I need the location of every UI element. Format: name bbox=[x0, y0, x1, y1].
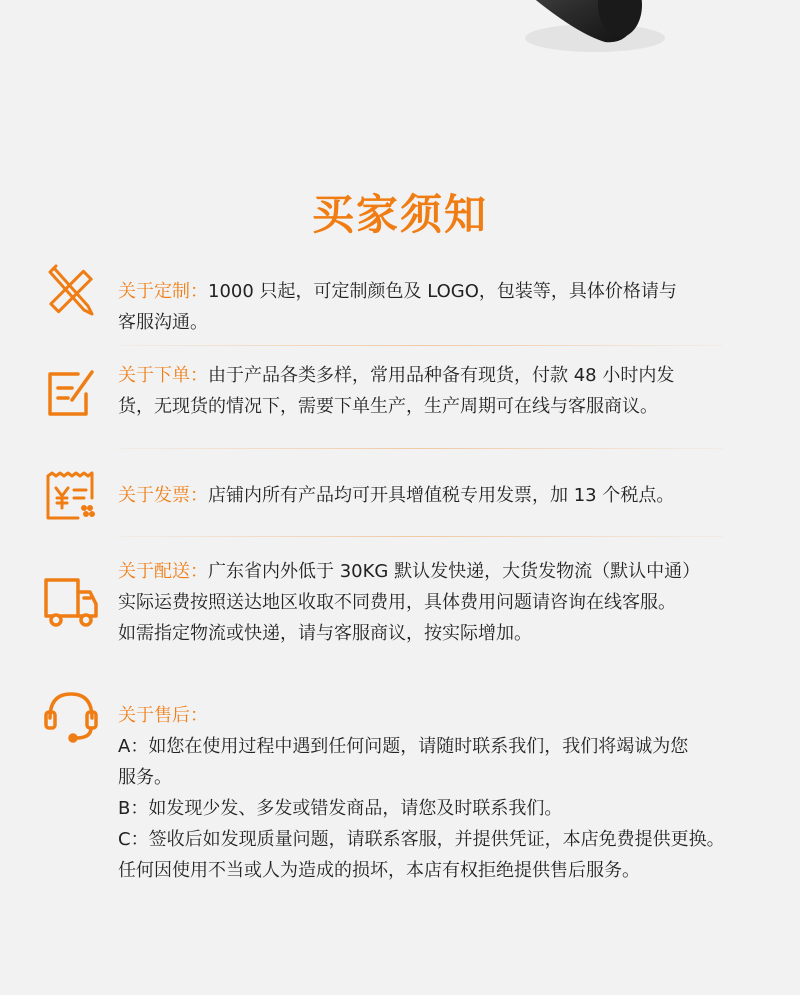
section-label: 关于定制： bbox=[118, 281, 208, 302]
section-label: 关于下单： bbox=[118, 365, 208, 386]
headset-icon bbox=[42, 688, 100, 746]
section-text: 1000 只起，可定制颜色及 LOGO，包装等，具体价格请与 bbox=[208, 281, 677, 302]
section-label: 关于售后： bbox=[118, 705, 208, 726]
section-text: 由于产品各类多样，常用品种备有现货，付款 48 小时内发 bbox=[208, 365, 675, 386]
section-invoice bbox=[118, 480, 778, 511]
section-label: 关于发票： bbox=[118, 485, 208, 506]
section-text: A：如您在使用过程中遇到任何问题，请随时联系我们，我们将竭诚为您 bbox=[118, 736, 689, 757]
invoice-icon bbox=[42, 468, 100, 526]
section-text: 店铺内所有产品均可开具增值税专用发票，加 13 个税点。 bbox=[208, 485, 675, 506]
section-delivery bbox=[118, 556, 778, 649]
section-text: 货，无现货的情况下，需要下单生产，生产周期可在线与客服商议。 bbox=[118, 396, 658, 417]
section-text: 客服沟通。 bbox=[118, 312, 208, 333]
section-text: 如需指定物流或快递，请与客服商议，按实际增加。 bbox=[118, 623, 532, 644]
divider bbox=[118, 536, 723, 537]
section-text: C：签收后如发现质量问题，请联系客服，并提供凭证，本店免费提供更换。 bbox=[118, 829, 725, 850]
section-text: 任何因使用不当或人为造成的损坏，本店有权拒绝提供售后服务。 bbox=[118, 860, 640, 881]
section-customization bbox=[118, 276, 778, 338]
section-after-sales bbox=[118, 700, 778, 886]
section-text: 服务。 bbox=[118, 767, 172, 788]
section-text: B：如发现少发、多发或错发商品，请您及时联系我们。 bbox=[118, 798, 563, 819]
page-title: 买家须知 bbox=[311, 190, 488, 239]
product-image bbox=[470, 0, 670, 70]
pencil-ruler-icon bbox=[42, 262, 100, 320]
delivery-truck-icon bbox=[42, 572, 100, 630]
section-text: 实际运费按照送达地区收取不同费用，具体费用问题请咨询在线客服。 bbox=[118, 592, 676, 613]
section-label: 关于配送： bbox=[118, 561, 208, 582]
edit-document-icon bbox=[42, 364, 100, 422]
section-ordering bbox=[118, 360, 778, 422]
divider bbox=[118, 448, 723, 449]
section-text: 广东省内外低于 30KG 默认发快递，大货发物流（默认中通） bbox=[208, 561, 701, 582]
divider bbox=[118, 345, 723, 346]
